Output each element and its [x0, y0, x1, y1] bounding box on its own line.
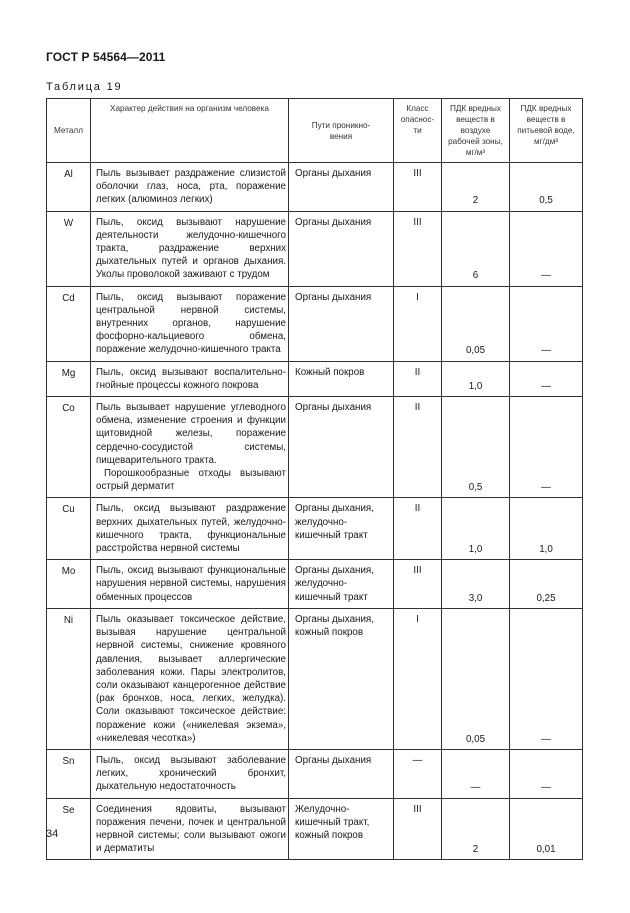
pdk-air-cell: 6	[442, 211, 510, 286]
metal-cell: W	[47, 211, 91, 286]
metal-cell: Cu	[47, 498, 91, 560]
class-cell: III	[394, 560, 442, 609]
class-cell: II	[394, 361, 442, 396]
class-cell: III	[394, 211, 442, 286]
pdk-water-cell: 1,0	[510, 498, 583, 560]
class-cell: I	[394, 608, 442, 749]
effect-cell: Пыль, оксид вызывают воспалительно-гнойные процессы кожного покрова	[91, 361, 289, 396]
col-path-header: Пути проникно-вения	[289, 99, 394, 163]
pdk-air-cell: 2	[442, 163, 510, 212]
effect-text: Пыль вызывает нарушение углеводного обмена, изменение строения и функции щитовидной железы, поражение сердечно-сосудистой системы, пищеварительного тракта.	[96, 402, 286, 466]
class-cell: II	[394, 397, 442, 498]
col-metal-header: Металл	[47, 99, 91, 163]
pdk-water-cell: —	[510, 397, 583, 498]
table-row	[47, 286, 583, 361]
effect-cell	[91, 397, 289, 498]
pdk-water-cell: —	[510, 608, 583, 749]
effect-text-extra: Порошкообразные отходы вызывают острый дерматит	[96, 468, 286, 493]
pdk-air-cell: 0,05	[442, 286, 510, 361]
pdk-water-cell: 0,5	[510, 163, 583, 212]
class-cell: I	[394, 286, 442, 361]
class-cell: III	[394, 798, 442, 860]
effect-cell: Пыль, оксид вызывают заболевание легких, хронический бронхит, дыхательную недостаточность	[91, 749, 289, 798]
pdk-water-cell: —	[510, 211, 583, 286]
pdk-air-cell: 1,0	[442, 498, 510, 560]
standard-header: ГОСТ Р 54564—2011	[46, 50, 166, 64]
path-cell: Органы дыхания	[289, 749, 394, 798]
metal-cell: Mo	[47, 560, 91, 609]
table-row	[47, 608, 583, 749]
pdk-water-cell: —	[510, 286, 583, 361]
path-cell: Органы дыхания	[289, 211, 394, 286]
class-cell: —	[394, 749, 442, 798]
hazard-table	[46, 98, 583, 860]
page-number: 34	[46, 828, 59, 840]
metal-cell: Se	[47, 798, 91, 860]
pdk-air-cell: 1,0	[442, 361, 510, 396]
effect-cell: Пыль, оксид вызывают раздражение верхних дыхательных путей, желудочно-кишечного тракта, функциональные расстройства нервной системы	[91, 498, 289, 560]
path-cell: Органы дыхания	[289, 286, 394, 361]
effect-cell: Пыль, оксид вызывают функциональные нарушения нервной системы, нарушения обменных процессов	[91, 560, 289, 609]
metal-cell: Co	[47, 397, 91, 498]
pdk-water-cell: —	[510, 749, 583, 798]
table-row	[47, 163, 583, 212]
metal-cell: Sn	[47, 749, 91, 798]
path-cell: Кожный покров	[289, 361, 394, 396]
table-header-row	[47, 99, 583, 163]
metal-cell: Ni	[47, 608, 91, 749]
pdk-air-cell: 2	[442, 798, 510, 860]
pdk-air-cell: —	[442, 749, 510, 798]
metal-cell: Mg	[47, 361, 91, 396]
col-pdk-air-header: ПДК вредных веществ в воздухе рабочей зоны, мг/м³	[442, 99, 510, 163]
pdk-water-cell: 0,25	[510, 560, 583, 609]
table-row	[47, 211, 583, 286]
effect-cell: Пыль, оксид вызывают нарушение деятельности желудочно-кишечного тракта, раздражение верхних дыхательных путей и органов дыхания. Уколы проволокой заживают с трудом	[91, 211, 289, 286]
metal-cell: Cd	[47, 286, 91, 361]
table-row	[47, 498, 583, 560]
pdk-air-cell: 0,05	[442, 608, 510, 749]
path-cell: Органы дыхания, кожный покров	[289, 608, 394, 749]
path-cell: Органы дыхания, желудочно-кишечный тракт	[289, 560, 394, 609]
path-cell: Органы дыхания	[289, 163, 394, 212]
path-cell: Органы дыхания	[289, 397, 394, 498]
table-row	[47, 798, 583, 860]
table-row	[47, 560, 583, 609]
table-row	[47, 361, 583, 396]
pdk-air-cell: 3,0	[442, 560, 510, 609]
col-class-header: Класс опаснос-ти	[394, 99, 442, 163]
effect-cell: Пыль вызывает раздражение слизистой оболочки глаз, носа, рта, поражение легких (алюминоз легких)	[91, 163, 289, 212]
path-cell: Органы дыхания, желудочно-кишечный тракт	[289, 498, 394, 560]
class-cell: II	[394, 498, 442, 560]
table-row	[47, 749, 583, 798]
col-effect-header: Характер действия на организм человека	[91, 99, 289, 163]
metal-cell: Al	[47, 163, 91, 212]
path-cell: Желудочно-кишечный тракт, кожный покров	[289, 798, 394, 860]
pdk-water-cell: —	[510, 361, 583, 396]
pdk-air-cell: 0,5	[442, 397, 510, 498]
class-cell: III	[394, 163, 442, 212]
effect-cell: Пыль оказывает токсическое действие, вызывая нарушение центральной нервной системы, снижение кровяного давления, вызывает аллергические заболевания кожи. Пары электролитов, соли оказывают канцерогенное действие (рак бронхов, носа, легких, желудка). Соли оказывают токсическое действие: поражение кожи («никелевая экзема», «никелевая чесотка»)	[91, 608, 289, 749]
effect-cell: Пыль, оксид вызывают поражение центральной нервной системы, внутренних органов, нарушение фосфорно-кальциевого обмена, поражение желудочно-кишечного тракта	[91, 286, 289, 361]
effect-cell: Соединения ядовиты, вызывают поражения печени, почек и центральной нервной системы; соли вызывают ожоги и дерматиты	[91, 798, 289, 860]
table-caption: Таблица 19	[46, 81, 123, 93]
pdk-water-cell: 0,01	[510, 798, 583, 860]
table-row	[47, 397, 583, 498]
col-pdk-water-header: ПДК вредных веществ в питьевой воде, мг/дм³	[510, 99, 583, 163]
